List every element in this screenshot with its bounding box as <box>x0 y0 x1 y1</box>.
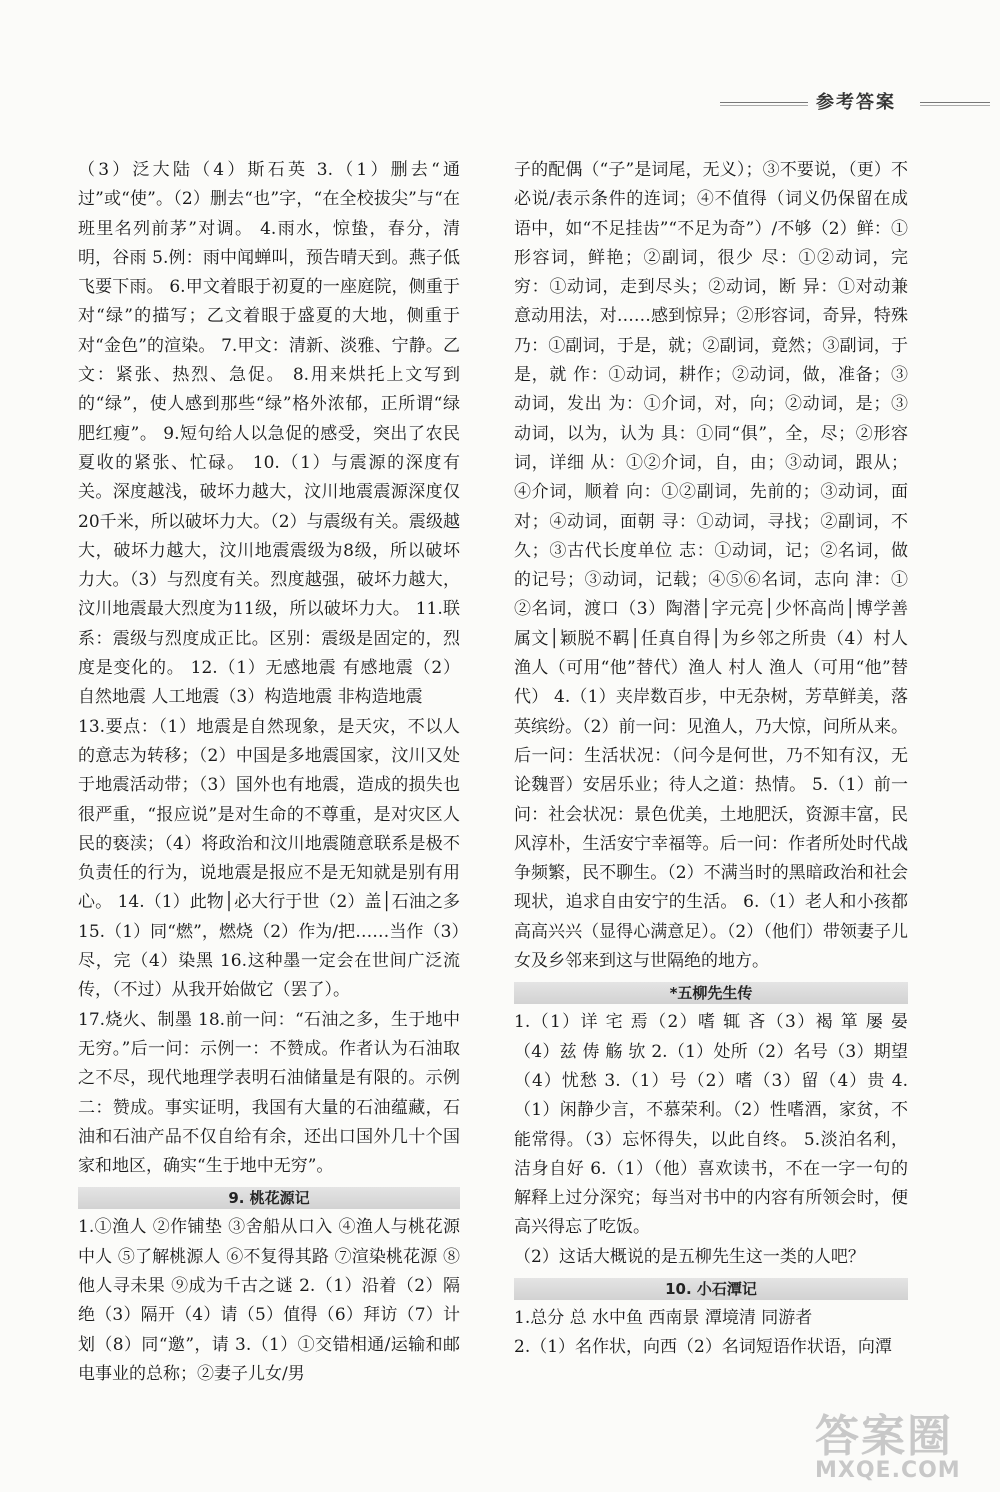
answer-paragraph: 子的配偶（“子”是词尾，无义）；③不要说，（更）不必说/表示条件的连词；④不值得（词义仍保留在成语中，如“不足挂齿”“不足为奇”）/不够（2）鲜：①形容词，鲜艳；②副词，很少 尽：①②动词，完 穷：①动词，走到尽头；②动词，断 异：①对动兼意动用法，对……感到惊异；②形容词，奇异，特殊 乃：①副词，于是，就；②副词，竟然；③副词，于是，就 作：①动词，耕作；②动词，做，准备；③动词，发出 为：①介词，对，向；②动词，是；③动词，以为，认为 具：①同“俱”，全，尽；②形容词，详细 从：①②介词，自，由；③动词，跟从；④介词，顺着 向：①②副词，先前的；③动词，面对；④动词，面朝 寻：①动词，寻找；②副词，不久；③古代长度单位 志：①动词，记；②名词，做的记号；③动词，记载；④⑤⑥名词，志向 津：①②名词，渡口（3）陶潜│字元亮│少怀高尚│博学善属文│颖脱不羁│任真自得│为乡邻之所贵（4）村人 渔人（可用“他”替代）渔人 村人 渔人（可用“他”替代） 4.（1）夹岸数百步，中无杂树，芳草鲜美，落英缤纷。（2）前一问：见渔人，乃大惊，问所从来。后一问：生活状况：（问今是何世，乃不知有汉，无论魏晋）安居乐业；待人之道：热情。 5.（1）前一问：社会状况：景色优美，土地肥沃，资源丰富，民风淳朴，生活安宁幸福等。后一问：作者所处时代战争频繁，民不聊生。（2）不满当时的黑暗政治和社会现状，追求自由安宁的生活。 6.（1）老人和小孩都高高兴兴（显得心满意足）。（2）（他们）带领妻子儿女及乡邻来到这与世隔绝的地方。 <box>514 160 908 972</box>
left-column <box>78 156 460 1389</box>
answer-paragraph: （2）这话大概说的是五柳先生这一类的人吧？ <box>514 1246 865 1267</box>
header-rule-right <box>920 102 990 106</box>
answer-paragraph: 1.（1）详 宅 焉（2）嗜 辄 吝（3）褐 箪 屡 晏（4）兹 俦 觞 欤 2.（1）处所（2）名号（3）期望（4）忧愁 3.（1）号（2）嗜（3）留（4）贵 4.（1）闲静少言，不慕荣利。（2）性嗜酒，家贫，不能常得。（3）忘怀得失，以此自终。 5.淡泊名利，洁身自好 6.（1）（他）喜欢读书，不在一字一句的解释上过分深究；每当对书中的内容有所领会时，便高兴得忘了吃饭。 <box>514 1012 908 1238</box>
answer-paragraph: （3）泛大陆（4）斯石英 3.（1）删去“通过”或“使”。（2）删去“也”字，“在全校拔尖”与“在班里名列前茅”对调。 4.雨水，惊蛰，春分，清明，谷雨 5.例：雨中闻蝉叫，预告晴天到。燕子低飞要下雨。 6.甲文着眼于初夏的一座庭院，侧重于对“绿”的描写；乙文着眼于盛夏的大地，侧重于对“金色”的渲染。 7.甲文：清新、淡雅、宁静。乙文：紧张、热烈、急促。 8.用来烘托上文写到的“绿”，使人感到那些“绿”格外浓郁，正所谓“绿肥红瘦”。 9.短句给人以急促的感受，突出了农民夏收的紧张、忙碌。 10.（1）与震源的深度有关。深度越浅，破坏力越大，汶川地震震源深度仅20千米，所以破坏力大。（2）与震级有关。震级越大，破坏力越大，汶川地震震级为8级，所以破坏力大。（3）与烈度有关。烈度越强，破坏力越大，汶川地震最大烈度为11级，所以破坏力大。 11.联系：震级与烈度成正比。区别：震级是固定的，烈度是变化的。 12.（1）无感地震 有感地震（2）自然地震 人工地震（3）构造地震 非构造地震 <box>78 160 460 708</box>
watermark-logo <box>815 1400 990 1483</box>
answer-paragraph: 1.总分 总 水中鱼 西南景 潭境清 同游者 <box>514 1307 813 1328</box>
watermark-url: MXQE.COM <box>815 1458 961 1483</box>
answer-paragraph: 17.烧火、制墨 18.前一问：“石油之多，生于地中无穷。”后一问：示例一：不赞成。作者认为石油取之不尽，现代地理学表明石油储量是有限的。示例二：赞成。事实证明，我国有大量的石油蕴藏，石油和石油产品不仅自给有余，还出口国外几十个国家和地区，确实“生于地中无穷”。 <box>78 1009 460 1177</box>
answer-paragraph: 13.要点：（1）地震是自然现象，是天灾，不以人的意志为转移；（2）中国是多地震国家，汶川又处于地震活动带；（3）国外也有地震，造成的损失也很严重，“报应说”是对生命的不尊重，是对灾区人民的亵渎；（4）将政治和汶川地震随意联系是极不负责任的行为，说地震是报应不是无知就是别有用心。 14.（1）此物│必大行于世（2）盖│石油之多 15.（1）同“燃”，燃烧（2）作为/把……当作（3）尽，完（4）染黑 16.这种墨一定会在世间广泛流传，（不过）从我开始做它（罢了）。 <box>78 716 460 1001</box>
watermark-text: 答案圈 <box>815 1411 953 1462</box>
header-rule-left <box>720 102 808 106</box>
answer-paragraph: 2.（1）名作状，向西（2）名词短语作状语，向潭 <box>514 1337 892 1358</box>
answer-paragraph: 1.①渔人 ②作铺垫 ③舍船从口入 ④渔人与桃花源中人 ⑤了解桃源人 ⑥不复得其路 ⑦渲染桃花源 ⑧他人寻未果 ⑨成为千古之谜 2.（1）沿着（2）隔绝（3）隔开（4）请（5）值得（6）拜访（7）计划（8）同“邀”，请 3.（1）①交错相通/运输和邮电事业的总称；②妻子儿女/男 <box>78 1217 460 1384</box>
section-title-taohuayuanji: 9. 桃花源记 <box>78 1187 460 1209</box>
right-column <box>514 156 908 1363</box>
section-title-wuliuxianshengzhuan: *五柳先生传 <box>514 982 908 1004</box>
section-title-xiaoshitanji: 10. 小石潭记 <box>514 1278 908 1300</box>
page-header <box>720 88 990 118</box>
header-title: 参考答案 <box>816 92 896 113</box>
